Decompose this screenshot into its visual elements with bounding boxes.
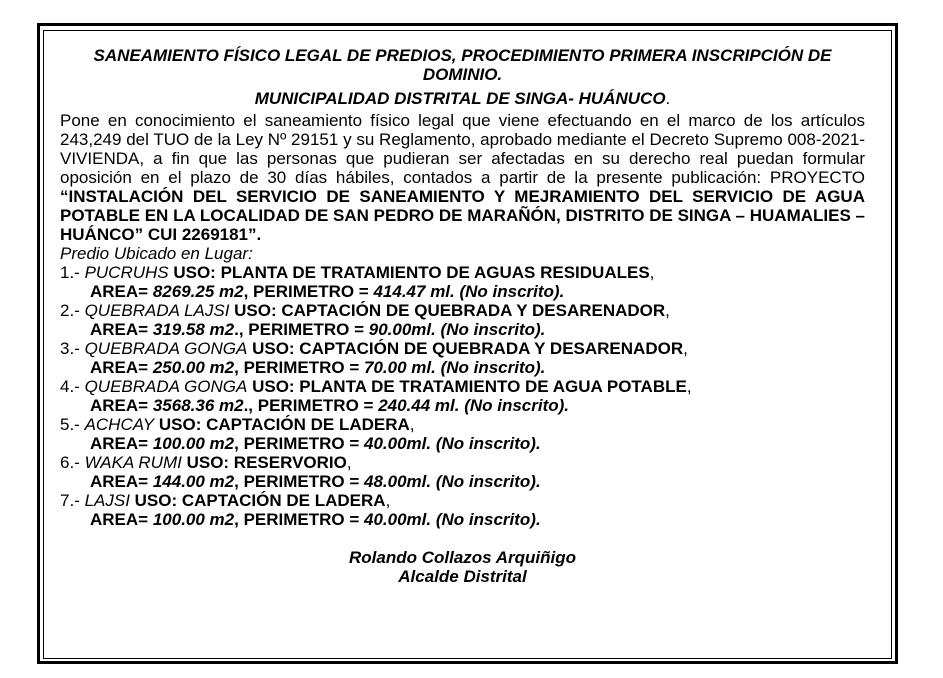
item-use: USO: PLANTA DE TRATAMIENTO DE AGUAS RESIDUALES: [168, 263, 650, 282]
item-place: WAKA RUMI: [84, 453, 182, 472]
item-perimeter-label: ., PERIMETRO =: [243, 396, 379, 415]
list-item-measures: [60, 510, 865, 529]
item-area: 100.00 m2: [152, 510, 235, 529]
list-item-measures: [60, 434, 865, 453]
item-perimeter-label: , PERIMETRO =: [243, 282, 374, 301]
list-item: [60, 377, 865, 396]
notice-paragraph: [60, 111, 865, 244]
item-perimeter: 70.00 ml. (No inscrito).: [364, 358, 546, 377]
item-area: 100.00 m2: [152, 434, 235, 453]
item-use-comma: ,: [649, 263, 655, 282]
item-place: QUEBRADA GONGA: [84, 339, 248, 358]
item-use-comma: ,: [385, 491, 391, 510]
item-number: 1.-: [60, 263, 85, 282]
item-perimeter: 40.00ml. (No inscrito).: [364, 434, 541, 453]
subtitle-period: .: [665, 89, 671, 108]
intro-text: Pone en conocimiento el saneamiento físico legal que viene efectuando en el marco de los artículos 243,249 del TUO de la Ley Nº 29151 y su Reglamento, aprobado mediante el Decreto Supremo 008-2021-VIVIENDA, a fin que las personas que pudieran ser afectadas en su derecho real puedan formular oposición en el plazo de 30 días hábiles, contados a partir de la presente publicación: PROYECTO: [60, 111, 865, 187]
list-item-measures: [60, 472, 865, 491]
item-perimeter: 240.44 ml. (No inscrito).: [378, 396, 570, 415]
item-number: 7.-: [60, 491, 85, 510]
list-item-measures: [60, 358, 865, 377]
property-list: [60, 263, 865, 529]
item-number: 4.-: [60, 377, 85, 396]
item-number: 3.-: [60, 339, 85, 358]
notice-title: SANEAMIENTO FÍSICO LEGAL DE PREDIOS, PROCEDIMIENTO PRIMERA INSCRIPCIÓN DE DOMINIO.: [93, 46, 832, 84]
item-area-label: AREA=: [90, 320, 153, 339]
item-perimeter-label: ., PERIMETRO =: [234, 320, 369, 339]
notice-content: [60, 46, 865, 586]
item-area: 144.00 m2: [152, 472, 235, 491]
item-use-comma: ,: [665, 301, 670, 320]
item-use: USO: CAPTACIÓN DE QUEBRADA Y DESARENADOR: [247, 339, 684, 358]
item-use-comma: ,: [346, 453, 352, 472]
item-use-comma: ,: [409, 415, 415, 434]
item-use: USO: CAPTACIÓN DE LADERA: [129, 491, 386, 510]
item-perimeter-label: , PERIMETRO =: [234, 358, 365, 377]
list-item: [60, 453, 865, 472]
item-use-comma: ,: [686, 377, 692, 396]
item-use: USO: CAPTACIÓN DE LADERA: [154, 415, 410, 434]
predio-label: Predio Ubicado en Lugar:: [60, 244, 253, 263]
project-name: “INSTALACIÓN DEL SERVICIO DE SANEAMIENTO Y MEJRAMIENTO DEL SERVICIO DE AGUA POTABLE EN LA LOCALIDAD DE SAN PEDRO DE MARAÑÓN, DISTRITO DE SINGA – HUAMALIES – HUÁNCO” CUI 2269181”.: [60, 187, 865, 244]
item-perimeter: 414.47 ml. (No inscrito).: [373, 282, 565, 301]
notice-subtitle: [60, 89, 865, 108]
item-use: USO: CAPTACIÓN DE QUEBRADA Y DESARENADOR: [229, 301, 666, 320]
item-perimeter-label: , PERIMETRO =: [234, 510, 365, 529]
item-number: 6.-: [60, 453, 85, 472]
item-area-label: AREA=: [90, 472, 153, 491]
signature-block: [60, 548, 865, 586]
item-area-label: AREA=: [90, 358, 153, 377]
list-item: [60, 263, 865, 282]
item-number: 2.-: [60, 301, 85, 320]
list-item: [60, 491, 865, 510]
item-perimeter: 90.00ml. (No inscrito).: [368, 320, 546, 339]
item-area: 319.58 m2: [152, 320, 235, 339]
item-area-label: AREA=: [90, 510, 153, 529]
item-place: QUEBRADA GONGA: [84, 377, 248, 396]
item-place: PUCRUHS: [84, 263, 169, 282]
item-number: 5.-: [60, 415, 85, 434]
item-area-label: AREA=: [90, 282, 153, 301]
signer-name: Rolando Collazos Arquiñigo: [349, 548, 576, 567]
item-perimeter: 40.00ml. (No inscrito).: [364, 510, 541, 529]
list-item: [60, 301, 865, 320]
item-place: LAJSI: [84, 491, 130, 510]
list-item: [60, 339, 865, 358]
signer-title: Alcalde Distrital: [398, 567, 527, 586]
list-item-measures: [60, 320, 865, 339]
item-place: QUEBRADA LAJSI: [84, 301, 230, 320]
item-area: 250.00 m2: [152, 358, 235, 377]
list-item-measures: [60, 282, 865, 301]
item-area-label: AREA=: [90, 434, 153, 453]
item-area-label: AREA=: [90, 396, 153, 415]
item-perimeter-label: , PERIMETRO =: [234, 434, 365, 453]
item-place: ACHCAY: [84, 415, 155, 434]
item-use-comma: ,: [683, 339, 688, 358]
list-item: [60, 415, 865, 434]
item-perimeter-label: , PERIMETRO =: [234, 472, 365, 491]
item-area: 8269.25 m2: [152, 282, 244, 301]
list-item-measures: [60, 396, 865, 415]
item-use: USO: PLANTA DE TRATAMIENTO DE AGUA POTABLE: [247, 377, 687, 396]
item-use: USO: RESERVORIO: [181, 453, 347, 472]
item-perimeter: 48.00ml. (No inscrito).: [364, 472, 541, 491]
municipality-name: MUNICIPALIDAD DISTRITAL DE SINGA- HUÁNUCO: [254, 89, 666, 108]
item-area: 3568.36 m2: [152, 396, 244, 415]
